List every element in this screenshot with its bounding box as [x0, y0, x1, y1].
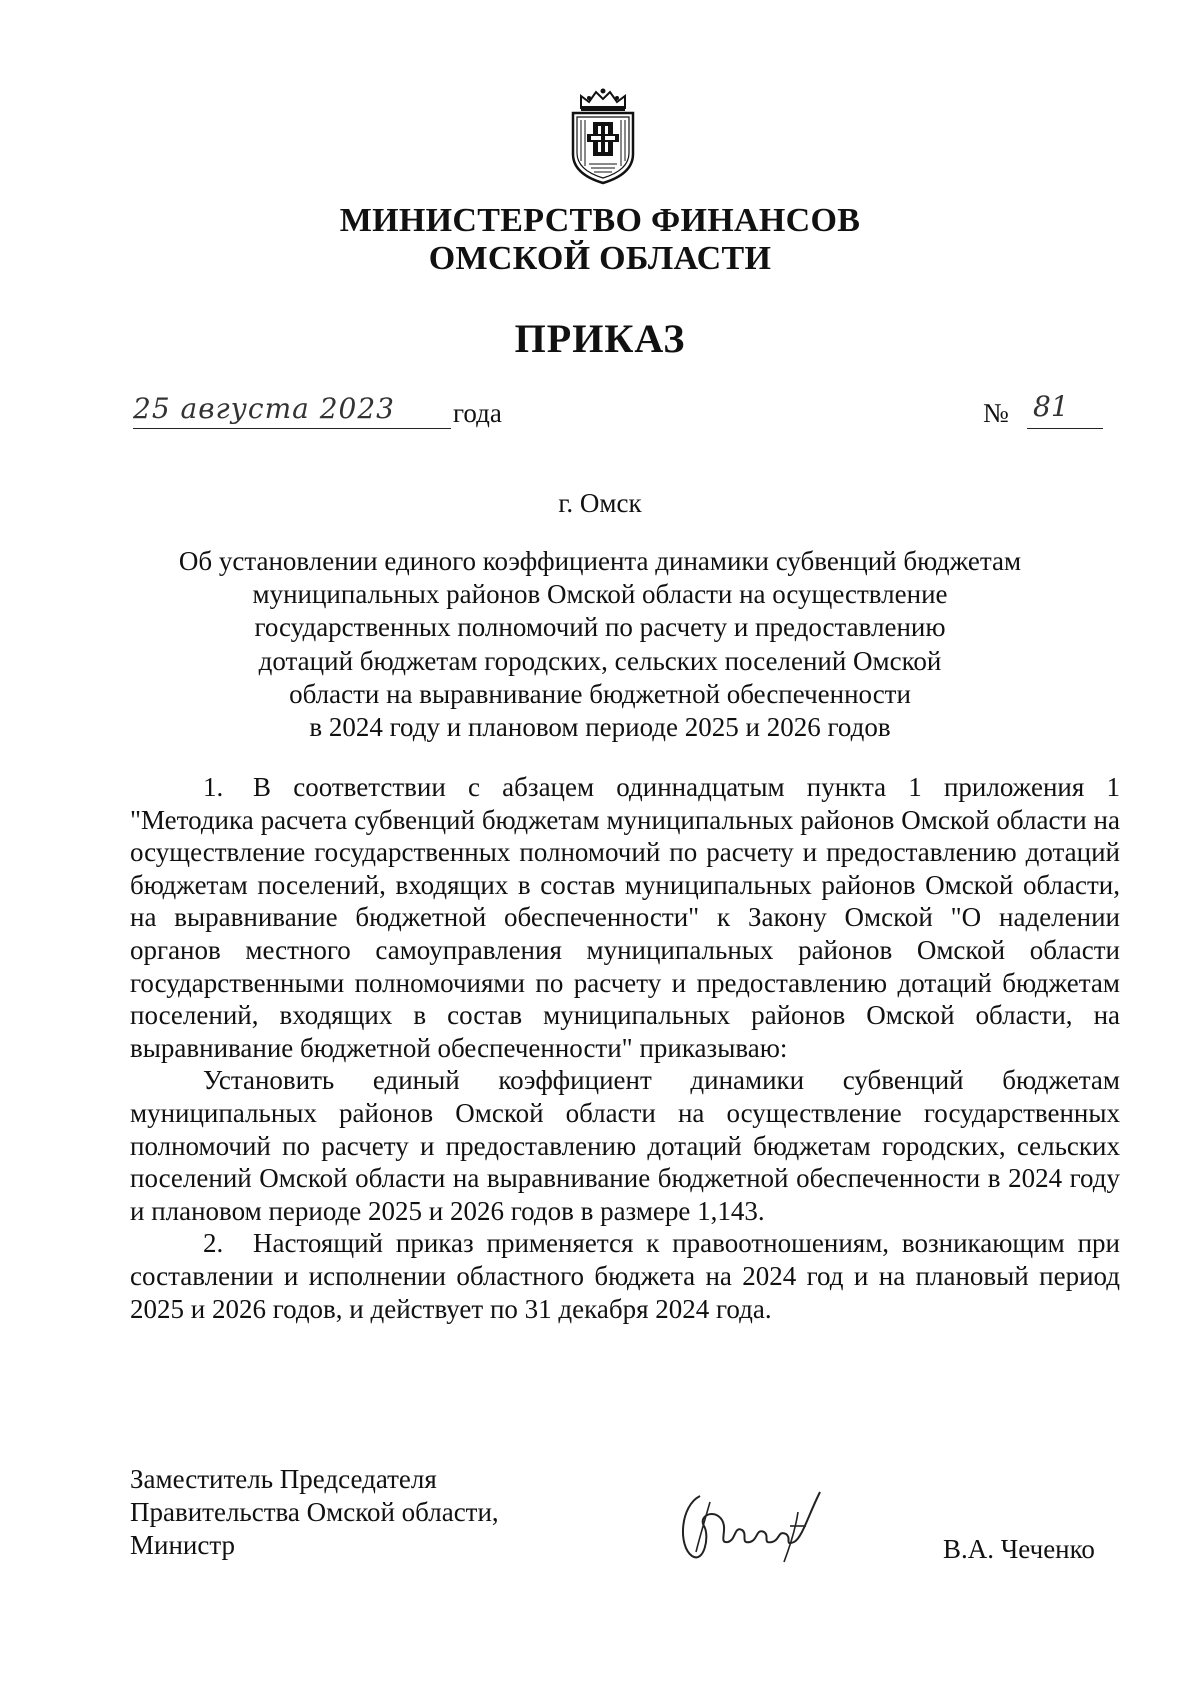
number-sign: №: [983, 398, 1009, 428]
subject-line: в 2024 году и плановом периоде 2025 и 2026 годов: [309, 712, 891, 743]
ministry-name-line2: ОМСКОЙ ОБЛАСТИ: [428, 240, 772, 277]
subject-line: государственных полномочий по расчету и предоставлению: [254, 612, 946, 643]
handwritten-date: 25 августа 2023: [133, 392, 395, 425]
order-body: [130, 771, 1120, 1325]
order-number: [983, 392, 1123, 436]
paragraph-text: В соответствии с абзацем одиннадцатым пункта 1 приложения 1 "Методика расчета субвенций бюджетам муниципальных районов Омской области на осуществление государственных полномочий по расчету и предоставлению дотаций бюджетам поселений, входящих в состав муниципальных районов Омской области, на выравнивание бюджетной обеспеченности" к Закону Омской "О наделении органов местного самоуправления муниципальных районов Омской области государственными полномочиями по расчету и предоставлению дотаций бюджетам поселений, входящих в состав муниципальных районов Омской области, на выравнивание бюджетной обеспеченности" приказываю:: [130, 772, 1120, 1063]
subject-line: муниципальных районов Омской области на осуществление: [252, 579, 948, 610]
date-suffix: года: [453, 398, 502, 428]
paragraph-number: 1.: [203, 772, 224, 802]
paragraph-text: Настоящий приказ применяется к правоотношениям, возникающим при составлении и исполнении областного бюджета на 2024 год и на плановый период 2025 и 2026 годов, и действует по 31 декабря 2024 года.: [130, 1228, 1120, 1324]
city-line: г. Омск: [558, 488, 642, 518]
ministry-name-line1: МИНИСТЕРСТВО ФИНАНСОВ: [339, 202, 861, 239]
position-line: Министр: [130, 1530, 235, 1560]
handwritten-number: 81: [1033, 390, 1069, 423]
number-underline: [1027, 428, 1103, 429]
paragraph-1-continuation: Установить единый коэффициент динамики субвенций бюджетам муниципальных районов Омской области на осуществление государственных полномочий по расчету и предоставлению дотаций бюджетам городских, сельских поселений Омской области на выравнивание бюджетной обеспеченности в 2024 году и плановом периоде 2025 и 2026 годов в размере 1,143.: [130, 1065, 1120, 1226]
position-line: Правительства Омской области,: [130, 1497, 499, 1527]
paragraph-number: 2.: [203, 1228, 224, 1259]
order-date: [133, 392, 533, 436]
paragraph-1: [130, 771, 1120, 1064]
subject-line: дотаций бюджетам городских, сельских поселений Омской: [258, 645, 942, 676]
date-underline: [133, 428, 451, 429]
subject-line: области на выравнивание бюджетной обеспеченности: [289, 678, 911, 709]
paragraph-2: [130, 1227, 1120, 1325]
handwritten-signature: [670, 1486, 830, 1566]
position-line: Заместитель Председателя: [130, 1464, 437, 1494]
order-subject: [150, 545, 1050, 744]
subject-line: Об установлении единого коэффициента динамики субвенций бюджетам: [178, 546, 1022, 576]
document-type-title: ПРИКАЗ: [514, 316, 686, 361]
omsk-region-coat-of-arms-icon: [563, 86, 643, 186]
signer-position: [130, 1463, 499, 1562]
signer-name: В.А. Чеченко: [943, 1534, 1095, 1564]
